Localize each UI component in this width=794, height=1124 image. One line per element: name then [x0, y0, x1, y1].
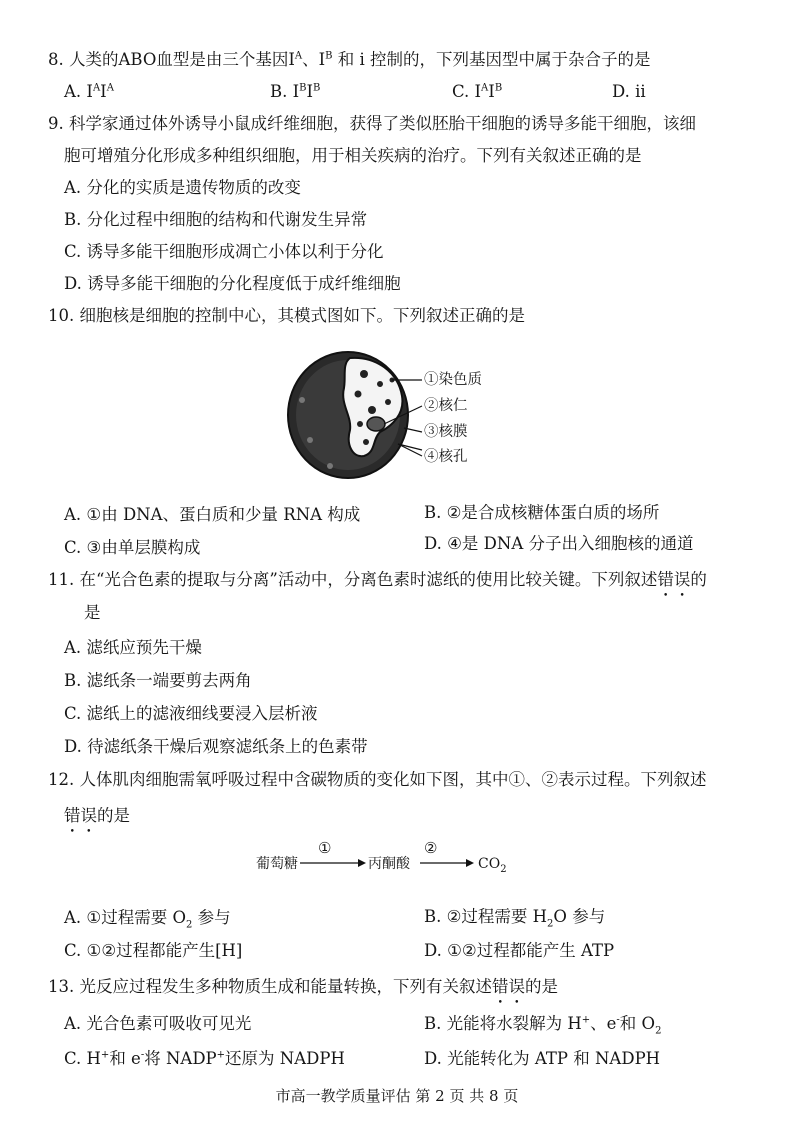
question-12-stem-line2: 错误的是: [64, 806, 130, 825]
question-9-option-b: B. 分化过程中细胞的结构和代谢发生异常: [64, 210, 368, 229]
question-12-option-c: C. ①②过程都能产生[H]: [64, 941, 243, 960]
question-9-option-a: A. 分化的实质是遗传物质的改变: [64, 178, 301, 197]
label-nuclear-envelope: ③核膜: [424, 424, 468, 440]
question-11-option-a: A. 滤纸应预先干燥: [64, 638, 202, 657]
chromatin-spot: [355, 391, 362, 398]
question-8-stem: 8. 人类的ABO血型是由三个基因$I^A$、$I^B$ 和 i 控制的，下列基因型中属于杂合子的是: [48, 50, 651, 69]
question-9-stem-line2: 胞可增殖分化形成多种组织细胞，用于相关疾病的治疗。下列有关叙述正确的是: [64, 146, 642, 165]
leader-line-pore: [398, 444, 422, 456]
label-chromatin: ①染色质: [424, 372, 482, 388]
question-11-option-d: D. 待滤纸条干燥后观察滤纸条上的色素带: [64, 737, 368, 756]
flow-arrowhead-1: [358, 859, 366, 867]
question-13-option-a: A. 光合色素可吸收可见光: [64, 1014, 252, 1033]
flow-arrowhead-2: [466, 859, 474, 867]
question-13-option-b: B. 光能将水裂解为 H+、e-和 $O_2$: [424, 1014, 662, 1037]
question-12-option-a: A. ①过程需要 $O_2$ 参与: [64, 908, 231, 931]
chromatin-spot: [385, 399, 391, 405]
page-number: 2: [435, 1087, 445, 1105]
chromatin-spot: [377, 381, 383, 387]
question-11-option-c: C. 滤纸上的滤液细线要浸入层析液: [64, 704, 318, 723]
question-13-option-c: C. H+和 e-将 NADP+还原为 NADPH: [64, 1049, 345, 1068]
question-8-option-a: A. $I^AI^A$: [64, 82, 114, 101]
label-nucleolus: ②核仁: [424, 398, 468, 414]
chromatin-spot: [368, 406, 376, 414]
nuclear-pore-shape: [307, 437, 313, 443]
question-9-stem-line1: 9. 科学家通过体外诱导小鼠成纤维细胞，获得了类似胚胎干细胞的诱导多能干细胞，该细: [48, 114, 696, 133]
question-10-option-b: B. ②是合成核糖体蛋白质的场所: [424, 503, 660, 522]
flow-end-co2: $CO_2$: [478, 856, 507, 875]
chromatin-spot: [363, 439, 369, 445]
flow-start-glucose: 葡萄糖: [256, 856, 298, 872]
question-8-option-c: C. $I^AI^B$: [452, 82, 503, 101]
question-11-stem-line2: 是: [84, 603, 101, 622]
question-12-option-b: B. ②过程需要 $H_2O$ 参与: [424, 907, 606, 930]
leader-line-pore-2: [398, 444, 422, 450]
flow-mid-pyruvate: 丙酮酸: [368, 856, 410, 872]
label-nuclear-pore: ④核孔: [424, 449, 468, 465]
flow-step-1: ①: [318, 839, 332, 857]
question-12-option-d: D. ①②过程都能产生 ATP: [424, 941, 615, 960]
nuclear-pore-shape: [299, 397, 305, 403]
nuclear-pore-shape: [327, 463, 333, 469]
question-11-stem-line1: 11. 在“光合色素的提取与分离”活动中，分离色素时滤纸的使用比较关键。下列叙述错误的: [48, 570, 707, 589]
question-10-option-d: D. ④是 DNA 分子出入细胞核的通道: [424, 534, 694, 553]
flow-step-2: ②: [424, 839, 438, 857]
question-11-option-b: B. 滤纸条一端要剪去两角: [64, 671, 252, 690]
question-9-option-d: D. 诱导多能干细胞的分化程度低于成纤维细胞: [64, 274, 401, 293]
nucleus-diagram: [280, 340, 520, 490]
question-10-stem: 10. 细胞核是细胞的控制中心，其模式图如下。下列叙述正确的是: [48, 306, 525, 325]
question-13-stem: 13. 光反应过程发生多种物质生成和能量转换，下列有关叙述错误的是: [48, 977, 558, 996]
chromatin-spot: [357, 421, 363, 427]
page-total: 8: [489, 1087, 499, 1105]
question-13-option-d: D. 光能转化为 ATP 和 NADPH: [424, 1049, 661, 1068]
question-10-option-c: C. ③由单层膜构成: [64, 538, 201, 557]
nucleolus-shape: [367, 417, 385, 431]
question-8-option-d: D. ii: [612, 82, 646, 101]
question-12-stem-line1: 12. 人体肌肉细胞需氧呼吸过程中含碳物质的变化如下图，其中①、②表示过程。下列叙述: [48, 770, 707, 789]
chromatin-spot: [360, 370, 368, 378]
question-10-option-a: A. ①由 DNA、蛋白质和少量 RNA 构成: [64, 505, 361, 524]
question-9-option-c: C. 诱导多能干细胞形成凋亡小体以利于分化: [64, 242, 384, 261]
question-8-option-b: B. $I^BI^B$: [270, 82, 321, 101]
page-footer: 市高一教学质量评估 第 2 页 共 8 页: [275, 1087, 519, 1105]
